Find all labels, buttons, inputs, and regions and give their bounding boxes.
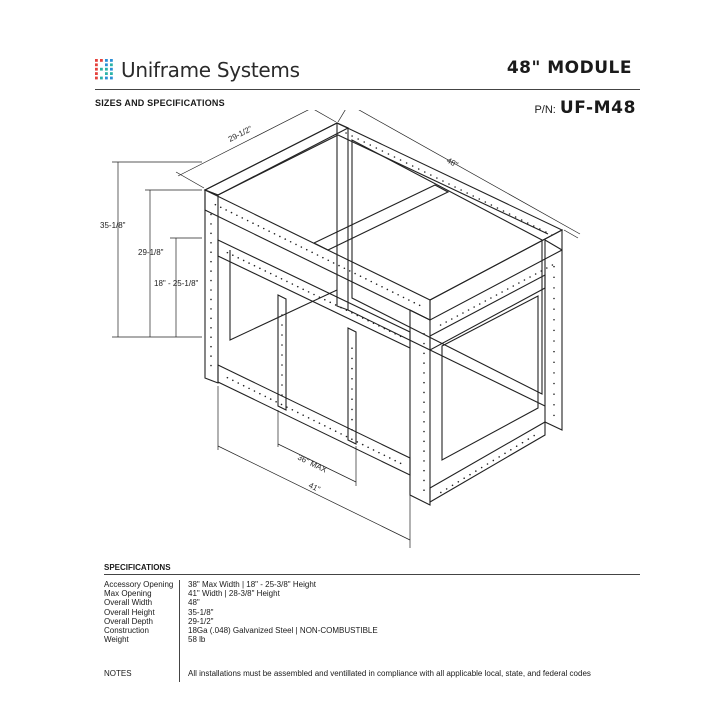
brand-logo [95,58,300,82]
part-number-value: UF-M48 [559,98,636,118]
header-divider [95,89,640,90]
specifications-title: SPECIFICATIONS [104,563,171,572]
module-drawing [90,110,650,555]
spec-value: 18Ga (.048) Galvanized Steel | NON-COMBUSTIBLE [188,625,378,635]
spec-value: 29-1/2" [188,616,214,626]
specifications-table [104,580,378,644]
dim-opening-width: 36" MAX [296,452,329,475]
spec-label: Overall Height [104,607,155,617]
inner-back-frame-2 [230,250,337,340]
notes-text: All installations must be assembled and ventillated in compliance with all applicable local, state, and federal codes [188,669,591,678]
right-side-opening [442,296,538,460]
spec-row [104,598,378,607]
frame-top-back-inner [218,135,548,234]
spec-value: 41" Width | 28-3/8" Height [188,589,280,599]
spec-label: Construction [104,625,149,635]
spec-row [104,580,378,589]
left-back-opening [352,140,542,394]
module-title: 48" MODULE [506,58,632,78]
frame-top-left-rail [205,123,348,195]
logo-dots-icon [95,59,115,81]
dim-width: 48" [445,155,460,170]
spec-value: 58 lb [188,635,206,645]
dim-height-b: 29-1/8" [138,248,164,257]
notes-label: NOTES [104,669,132,678]
specifications-divider [104,574,640,575]
spec-row [104,589,378,598]
back-left-post [337,123,348,310]
dim-height-range: 18" - 25-1/8" [154,279,199,288]
top-cross-bar [314,185,448,250]
dim-depth: 29-1/2" [226,124,254,144]
spec-row [104,617,378,626]
dim-max-opening: 41" [307,480,322,494]
spec-label: Accessory Opening [104,580,174,589]
spec-value: 48" [188,598,200,608]
dim-overall-height: 35-1/8" [100,221,126,230]
opening-upright-right [348,328,356,444]
spec-value: 38" Max Width | 18" - 25-3/8" Height [188,580,316,589]
inner-back-frame [348,310,545,406]
right-lower-rail [430,422,545,502]
brand-name: Uniframe Systems [121,58,300,82]
spec-row [104,608,378,617]
right-mid-rail [430,275,545,350]
spec-row [104,635,378,644]
left-front-post [205,190,218,383]
spec-label: Overall Width [104,598,153,608]
spec-value: 35-1/8" [188,607,214,617]
frame-top-back [205,123,562,300]
opening-upright-left [278,295,286,410]
spec-row [104,626,378,635]
right-front-post [410,310,430,505]
section-title: SIZES AND SPECIFICATIONS [95,98,225,108]
spec-label: Weight [104,635,129,645]
right-back-post [545,240,562,430]
part-number-label: P/N: [534,104,556,116]
spec-label: Max Opening [104,589,152,599]
spec-label: Overall Depth [104,616,153,626]
